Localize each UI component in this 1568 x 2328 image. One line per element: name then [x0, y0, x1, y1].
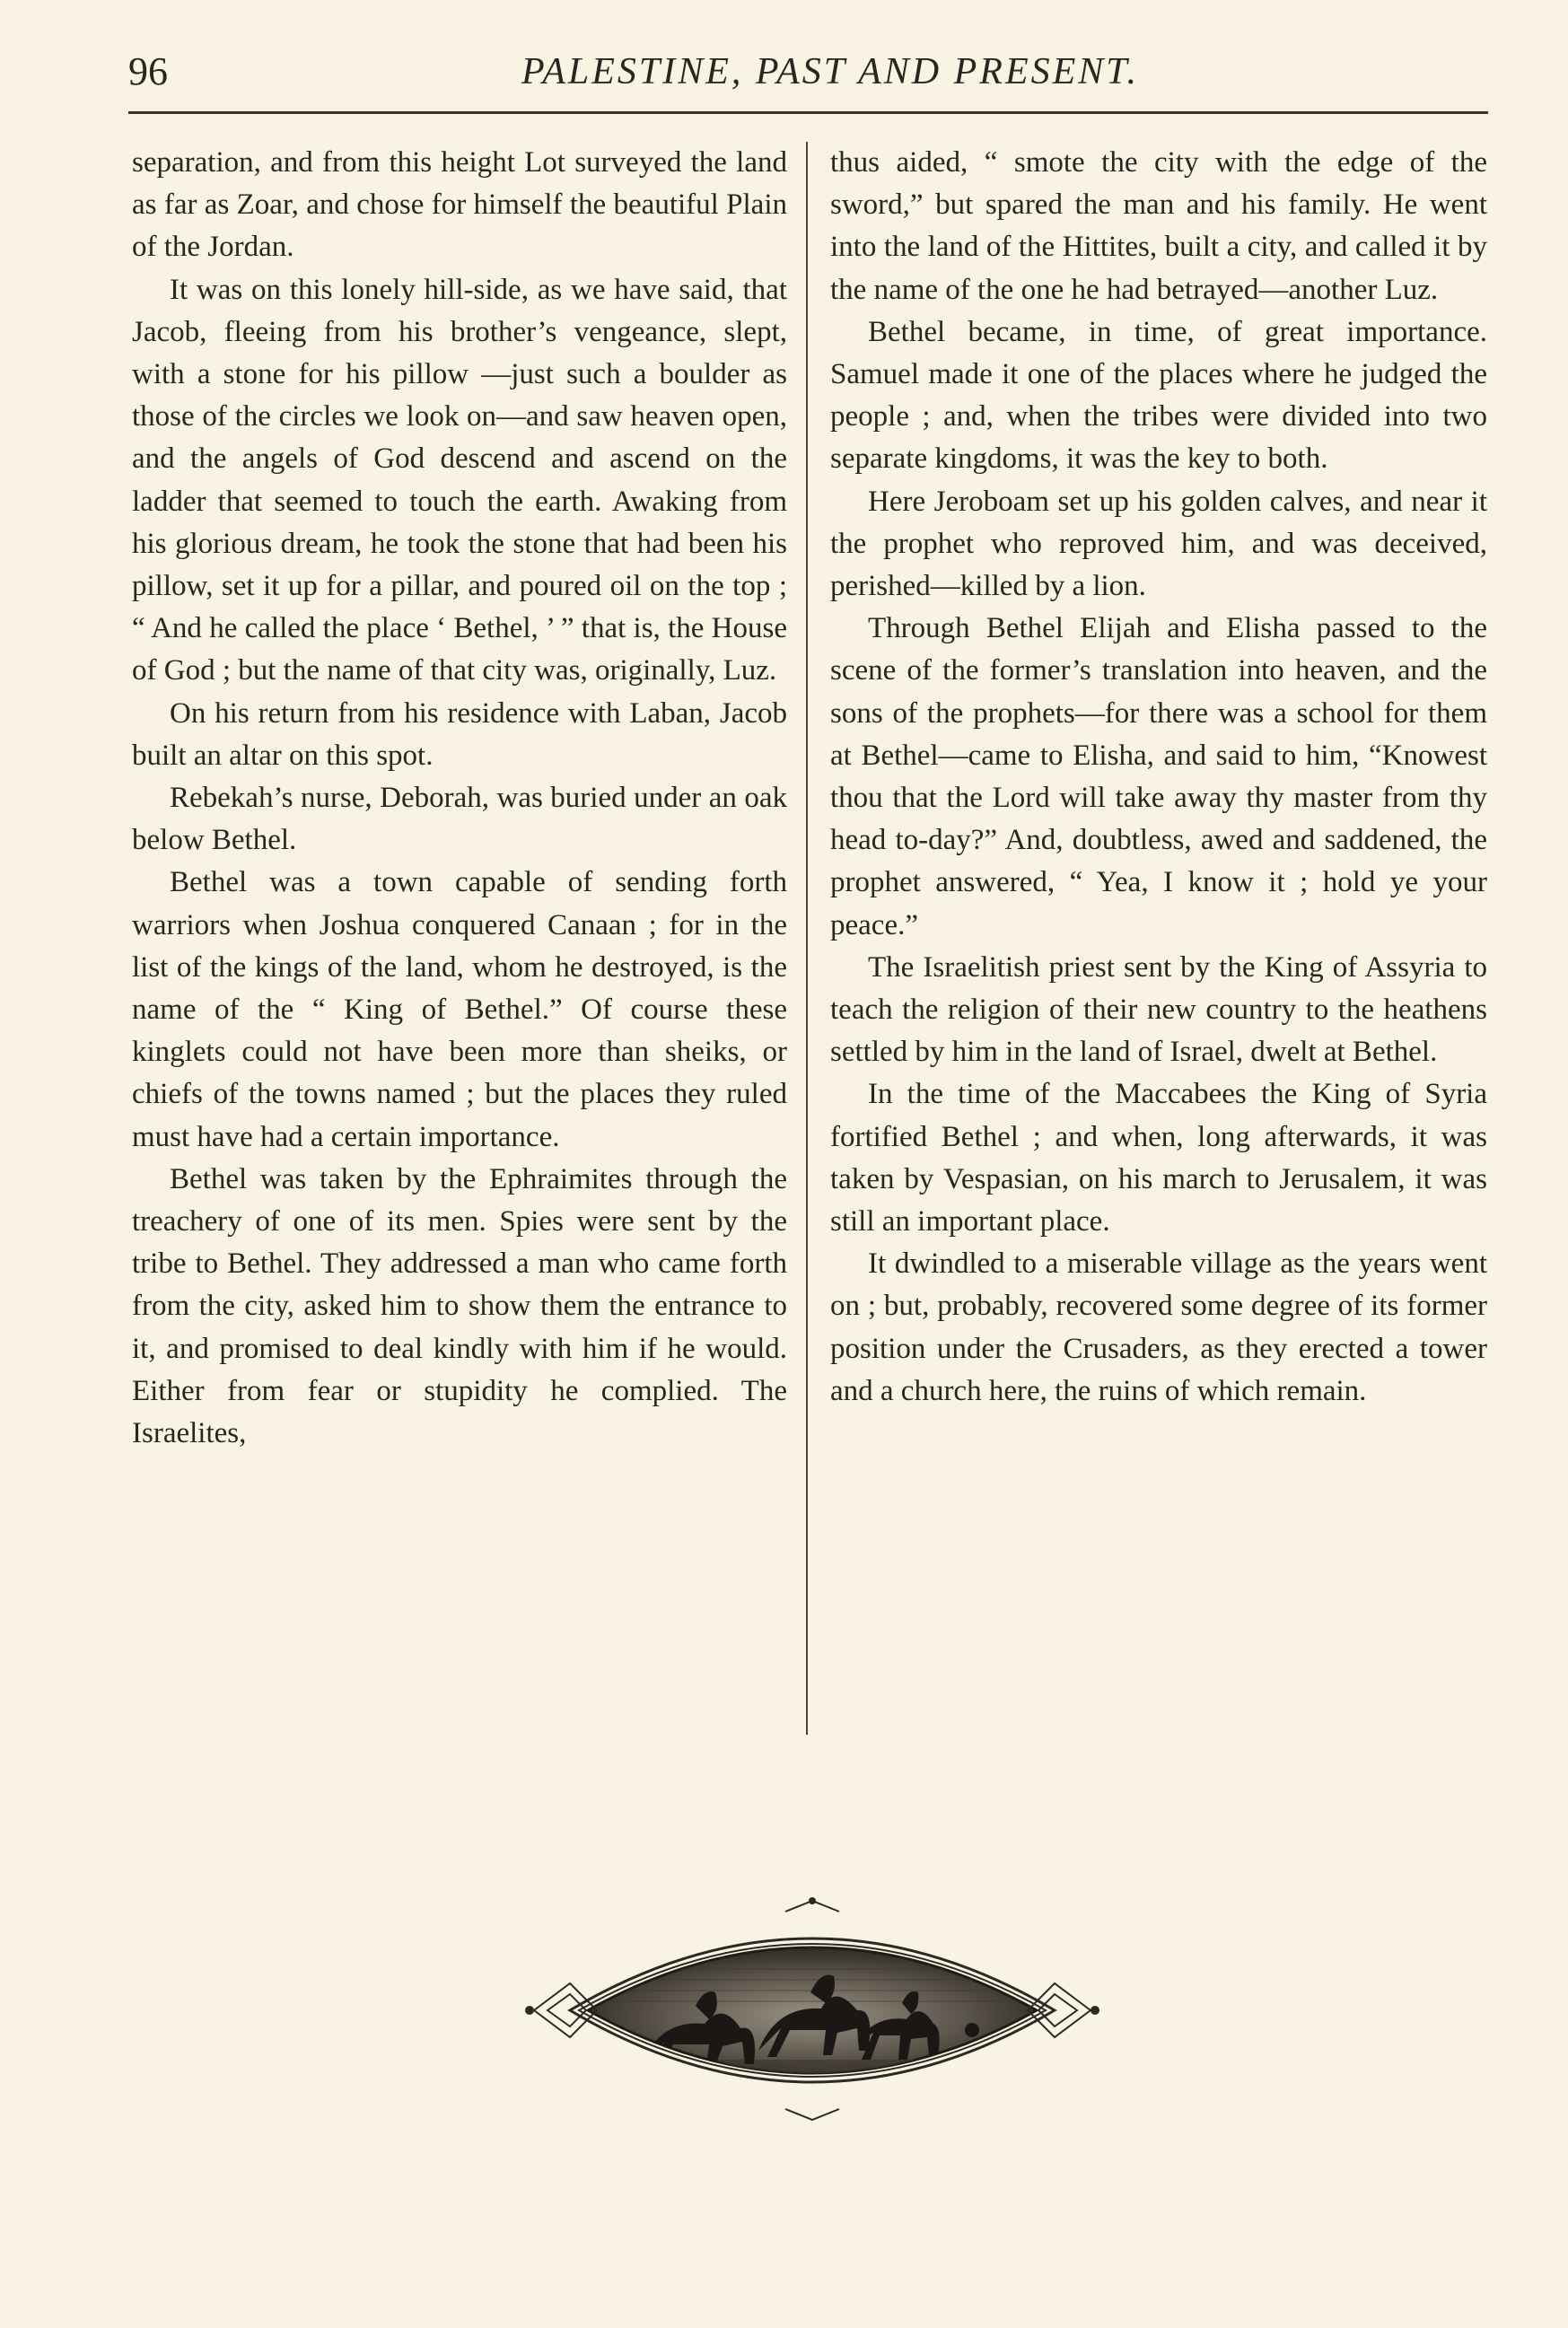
paragraph: separation, and from this height Lot surveyed the land as far as Zoar, and chose for himself the beautiful Plain of the Jordan.	[132, 146, 787, 264]
paragraph: Through Bethel Elijah and Elisha passed to the scene of the former’s translation into heaven, and the sons of the prophets—for there was a school for them at Bethel—came to Elisha, and said to him, “Knowest thou that the Lord will take away thy master from thy head to-day?” And, doubtless, awed and saddened, the prophet answered, “ Yea, I know it ; hold ye your peace.”	[830, 612, 1487, 941]
header-rule	[128, 111, 1488, 114]
paragraph: Bethel became, in time, of great importance. Samuel made it one of the places where he judged the people ; and, when the tribes were divided into two separate kingdoms, it was the key to both.	[830, 315, 1487, 476]
running-title: PALESTINE, PAST AND PRESENT.	[521, 51, 1140, 92]
paragraph: Rebekah’s nurse, Deborah, was buried under an oak below Bethel.	[132, 782, 787, 857]
left-column	[132, 142, 787, 1455]
page-number: 96	[128, 49, 168, 93]
column-divider	[806, 142, 808, 1735]
paragraph: It was on this lonely hill-side, as we have said, that Jacob, fleeing from his brother’s vengeance, slept, with a stone for his pillow —just such a boulder as those of the circles we look on—and saw heaven open, and the angels of God descend and ascend on the ladder that seemed to touch the earth. Awaking from his glorious dream, he took the stone that had been his pillow, set it up for a pillar, and poured oil on the top ; “ And he called the place ‘ Bethel, ’ ” that is, the House of God ; but the name of that city was, originally, Luz.	[132, 273, 787, 687]
paragraph: On his return from his residence with Laban, Jacob built an altar on this spot.	[132, 696, 787, 772]
paragraph: The Israelitish priest sent by the King of Assyria to teach the religion of their new country to the heathens settled by him in the land of Israel, dwelt at Bethel.	[830, 950, 1487, 1069]
camel-riders-vignette-icon	[480, 1894, 1144, 2127]
paragraph: thus aided, “ smote the city with the edge of the sword,” but spared the man and his family. He went into the land of the Hittites, built a city, and called it by the name of the one he had betrayed—another Luz.	[830, 146, 1487, 306]
paragraph: In the time of the Maccabees the King of Syria fortified Bethel ; and when, long afterwards, it was taken by Vespasian, on his march to Jerusalem, it was still an important place.	[830, 1078, 1487, 1238]
paragraph: Bethel was taken by the Ephraimites through the treachery of one of its men. Spies were sent by the tribe to Bethel. They addressed a man who came forth from the city, asked him to show them the entrance to it, and promised to deal kindly with him if he would. Either from fear or stupidity he complied. The Israelites,	[132, 1162, 787, 1450]
right-column	[830, 142, 1487, 1413]
paragraph: Bethel was a town capable of sending forth warriors when Joshua conquered Canaan ; for in the list of the kings of the land, whom he destroyed, is the name of the “ King of Bethel.” Of course these kinglets could not have been more than sheiks, or chiefs of the towns named ; but the places they ruled must have had a certain importance.	[132, 866, 787, 1153]
paragraph: Here Jeroboam set up his golden calves, and near it the prophet who reproved him, and was deceived, perished—killed by a lion.	[830, 485, 1487, 603]
paragraph: It dwindled to a miserable village as the years went on ; but, probably, recovered some degree of its former position under the Crusaders, as they erected a tower and a church here, the ruins of which remain.	[830, 1247, 1487, 1407]
